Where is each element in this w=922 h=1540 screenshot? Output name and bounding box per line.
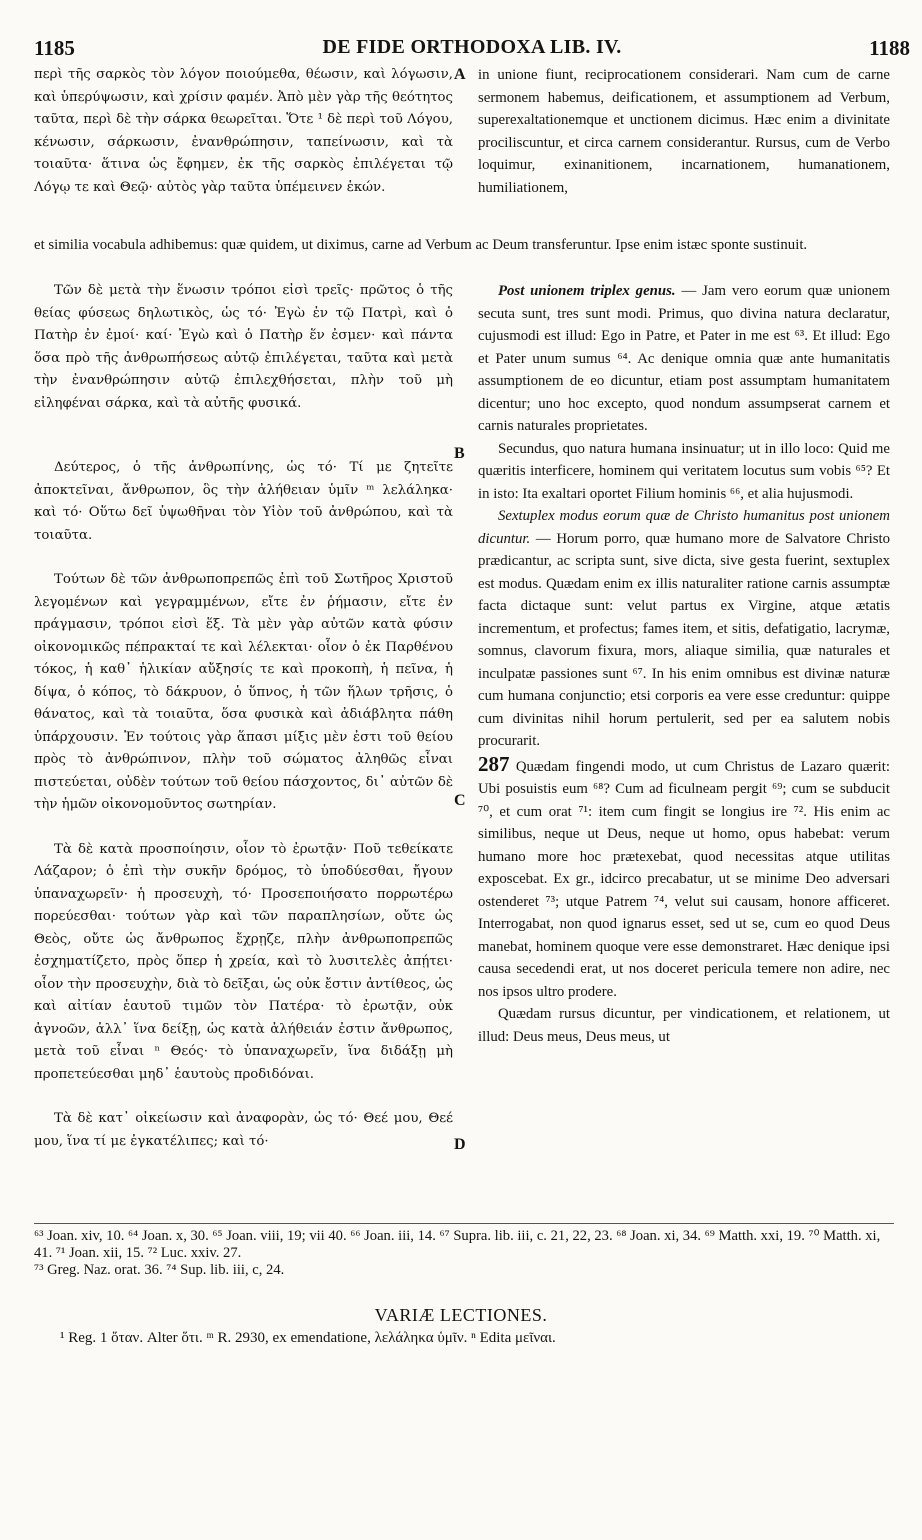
- footnotes-line-2: ⁷³ Greg. Naz. orat. 36. ⁷⁴ Sup. lib. iii, c, 24.: [34, 1262, 285, 1278]
- latin-section-3: Secundus, quo natura humana insinuatur; ut in illo loco: Quid me quæritis interficere, hominem qui veritatem locutus sum vobis ⁶⁵? Et in isto: Ita exaltari oportet Filium hominis ⁶⁶, et alia hujusmodi.: [478, 440, 890, 502]
- latin-section-5-body: Quædam fingendi modo, ut cum Christus de Lazaro quærit: Ubi posuistis eum ⁶⁸? Cum ad ficulneam pergit ⁶⁹; cum se subducit ⁷⁰, et cum orat ⁷¹: item cum fingit se longius ire ⁷². His enim ac similibus, neque ut Deus, neque ut homo, opus habebat: verum humano more hoc prætexebat, quod necessitas atque utilitas exposcebat. Ex gr., idcirco precabatur, ut se minime Deo adversari ostenderet ⁷³; utque Patrem ⁷⁴, velut sui causam, honore afficeret. Interrogabat, non quod ignarus esset, sed ut se, cum eo quod Deus manebat, hominem quoque vere esse demonstraret. Hæc denique ipsi causa secedendi erat, ut nos doceret pericula temere non adire, nec nos ipsos ultro prodere.: [478, 758, 890, 1000]
- latin-section-2-heading: Post unionem triplex genus.: [498, 283, 676, 299]
- footnotes: [34, 1223, 894, 1279]
- latin-paragraph-1: in unione fiunt, reciprocationem considerari. Nam cum de carne sermonem habemus, deificationem, et assumptionem ad Verbum, superexaltationemque et unctionem dicimus. Hæc enim a divinitate prociliscuntur, et circa carnem considerantur. Rursus, cum de Verbo loquimur, exinanitionem, incarnationem, humanationem, humiliationem,: [478, 67, 890, 196]
- latin-wide-continuation: et similia vocabula adhibemus: quæ quidem, ut diximus, carne ad Verbum ac Deum transferuntur. Ipse enim istæc sponte sustinuit.: [34, 237, 808, 253]
- variae-lectiones-title: VARIÆ LECTIONES.: [374, 1305, 548, 1325]
- footnotes-line-1: ⁶³ Joan. xiv, 10. ⁶⁴ Joan. x, 30. ⁶⁵ Joan. viii, 19; vii 40. ⁶⁶ Joan. iii, 14. ⁶⁷ Supra. lib. iii, c. 21, 22, 23. ⁶⁸ Joan. xi, 34. ⁶⁹ Matth. xxi, 19. ⁷⁰ Matth. xi, 41. ⁷¹ Joan. xii, 15. ⁷² Luc. xxiv. 27.: [34, 1228, 881, 1261]
- latin-section-4-heading: Sextuplex modus eorum quæ de Christo humanitus post unionem dicuntur.: [478, 508, 890, 547]
- variae-lectiones-line: ¹ Reg. 1 ὅταν. Alter ὅτι. ᵐ R. 2930, ex emendatione, λελάληκα ὑμῖν. ⁿ Edita μεῖναι.: [60, 1330, 556, 1346]
- running-header: [34, 36, 910, 60]
- page-title: DE FIDE ORTHODOXA LIB. IV.: [322, 36, 622, 58]
- column-number: 287: [478, 751, 510, 776]
- greek-paragraph-4: Τούτων δὲ τῶν ἀνθρωποπρεπῶς ἐπὶ τοῦ Σωτῆρος Χριστοῦ λεγομένων καὶ γεγραμμένων, εἴτε ἐν ῥήμασιν, εἴτε ἐν πράγμασιν, τρόποι εἰσὶ ἕξ. Τὰ μὲν γὰρ αὐτῶν κατὰ φύσιν οἰκονομικῶς πέπρακταί τε καὶ λέλεκται· οἷον ὁ ἐκ Παρθένου τόκος, ἡ καθ᾽ ἡλικίαν αὔξησίς τε καὶ προκοπὴ, ἡ πεῖνα, ἡ δίψα, ὁ κόπος, τὸ δάκρυον, ὁ ὕπνος, ἡ τῶν ἥλων τρῆσις, ὁ θάνατος, καὶ τὰ τοιαῦτα, ὅσα φυσικὰ καὶ ἀδιάβλητα πάθη ὑπάρχουσιν. Ἐν τούτοις γὰρ ἅπασι μίξις μὲν ἐστι τοῦ θείου πρὸς τὸ ἀνθρώπινον, πλὴν τοῦ σώματος ἀληθῶς εἶναι πιστεύεται, οὐδὲν τούτων τοῦ θείου πάσχοντος, δι᾽ αὐτῶν δὲ τὴν ἡμῶν οἰκονομοῦντος σωτηρίαν.: [34, 572, 453, 812]
- latin-section-2-body: — Jam vero eorum quæ unionem secuta sunt, tres sunt modi. Primus, quo divina natura declaratur, cujusmodi est illud: Ego in Patre, et Pater in me est ⁶³. Et illud: Ego et Pater unum sumus ⁶⁴. Ac denique omnia quæ ante humanitatis assumptionem de eo dicuntur, etiam post assumptam humanitatem dicentur; uno hoc excepto, quod nondum assumpserat carnem et carnis naturales proprietates.: [478, 283, 890, 434]
- greek-column-main: [34, 280, 453, 1153]
- latin-section-4-body: — Horum porro, quæ humano more de Salvatore Christo prædicantur, ac scripta sunt, sive dicta, sive gesta fuerint, sextuplex est modus. Quædam enim ex illis naturaliter ratione carnis assumptæ facta dictaque sunt: velut partus ex Virgine, atque ætatis incrementum, et profectus; fames item, et sitis, defatigatio, lacrymæ, somnus, clavorum fixura, mors, aliaque similia, quæ naturales et inculpatæ passiones sunt ⁶⁷. In his enim omnibus est divinæ naturæ cum humana conjunctio; etsi corporis ea vere esse creduntur: quippe cum divinitas nihil horum pertulerit, sed per ea salutem nobis procurarit.: [478, 530, 890, 749]
- latin-section-4: [478, 505, 890, 753]
- greek-column-top: [34, 64, 453, 199]
- page-number-left: 1185: [34, 36, 75, 60]
- column-marker-c: C: [454, 792, 466, 809]
- latin-column-main: [478, 280, 890, 1048]
- latin-column-top: [478, 64, 890, 199]
- greek-paragraph-2: Τῶν δὲ μετὰ τὴν ἕνωσιν τρόποι εἰσὶ τρεῖς· πρῶτος ὁ τῆς θείας φύσεως δηλωτικὸς, ὡς τό· Ἐγὼ ἐν τῷ Πατρὶ, καὶ ὁ Πατὴρ ἐν ἐμοί· καί· Ἐγὼ καὶ ὁ Πατὴρ ἕν ἐσμεν· καὶ πάντα ὅσα πρὸ τῆς ἀνθρωπήσεως αὐτῷ ἐπιλέγεται, ταῦτα καὶ μετὰ τὴν ἐνανθρώπησιν αὐτῷ ἐπιλεχθήσεται, πλὴν τοῦ μὴ εἰληφέναι σάρκα, καὶ τὰ αὐτῆς φυσικά.: [34, 283, 453, 411]
- column-marker-a: A: [454, 66, 466, 83]
- greek-paragraph-5: Τὰ δὲ κατὰ προσποίησιν, οἷον τὸ ἐρωτᾷν· Ποῦ τεθείκατε Λάζαρον; ὁ ἐπὶ τὴν συκῆν δρόμος, τὸ ὑποδύεσθαι, ἤγουν ὑπαναχωρεῖν· ἡ προσευχὴ, τό· Προσεποιήσατο πορρωτέρω πορεύεσθαι· τούτων γὰρ καὶ τῶν παραπλησίων, οὔτε ὡς Θεὸς, οὔτε ὡς ἄνθρωπος ἔχρῃζε, πλὴν ἀνθρωποπρεπῶς ἐσχηματίζετο, πρὸς ὅπερ ἡ χρεία, καὶ τὸ λυσιτελὲς ἀπῄτει· οἷον τὴν προσευχὴν, διὰ τὸ δεῖξαι, ὡς οὐκ ἔστιν ἀντίθεος, ὡς καὶ αἰτίαν ἑαυτοῦ τιμῶν τὸν Πατέρα· τὸ ἐρωτᾷν, οὐκ ἀγνοῶν, ἀλλ᾽ ἵνα δείξῃ, ὡς κατὰ ἀλήθειάν ἐστιν ἄνθρωπος, μετὰ τοῦ εἶναι ⁿ Θεός· τὸ ὑπαναχωρεῖν, ἵνα διδάξῃ μὴ προπετεύεσθαι μηδ᾽ ἑαυτοὺς προδιδόναι.: [34, 841, 453, 1082]
- latin-section-2: [478, 280, 890, 438]
- latin-section-5: [478, 753, 890, 1004]
- latin-section-6: Quædam rursus dicuntur, per vindicationem, et relationem, ut illud: Deus meus, Deus meus, ut: [478, 1006, 890, 1045]
- greek-paragraph-6: Τὰ δὲ κατ᾽ οἰκείωσιν καὶ ἀναφορὰν, ὡς τό· Θεέ μου, Θεέ μου, ἵνα τί με ἐγκατέλιπες; καὶ τό·: [34, 1111, 453, 1149]
- page-number-right: 1188: [869, 36, 910, 60]
- greek-paragraph-1: περὶ τῆς σαρκὸς τὸν λόγον ποιούμεθα, θέωσιν, καὶ λόγωσιν, καὶ ὑπερύψωσιν, καὶ χρίσιν φαμέν. Ἀπὸ μὲν γὰρ τῆς θεότητος ταῦτα, περὶ δὲ τὴν σάρκα θεωρεῖται. Ὅτε ¹ δὲ περὶ τοῦ Λόγου, κένωσιν, σάρκωσιν, ἐνανθρώπησιν, ταπείνωσιν, καὶ τὰ τοιαῦτα· ἅτινα ὡς ἔφημεν, ἐκ τῆς σαρκὸς ἐπιλέγεται τῷ Λόγῳ τε καὶ Θεῷ· αὐτὸς γὰρ ταῦτα ὑπέμεινεν ἑκών.: [34, 67, 453, 195]
- column-marker-d: D: [454, 1136, 466, 1153]
- greek-paragraph-3: Δεύτερος, ὁ τῆς ἀνθρωπίνης, ὡς τό· Τί με ζητεῖτε ἀποκτεῖναι, ἄνθρωπον, ὃς τὴν ἀλήθειαν ὑμῖν ᵐ λελάληκα· καὶ τό· Οὕτω δεῖ ὑψωθῆναι τὸν Υἱὸν τοῦ ἀνθρώπου, καὶ τὰ τοιαῦτα.: [34, 460, 453, 543]
- column-marker-b: B: [454, 445, 465, 462]
